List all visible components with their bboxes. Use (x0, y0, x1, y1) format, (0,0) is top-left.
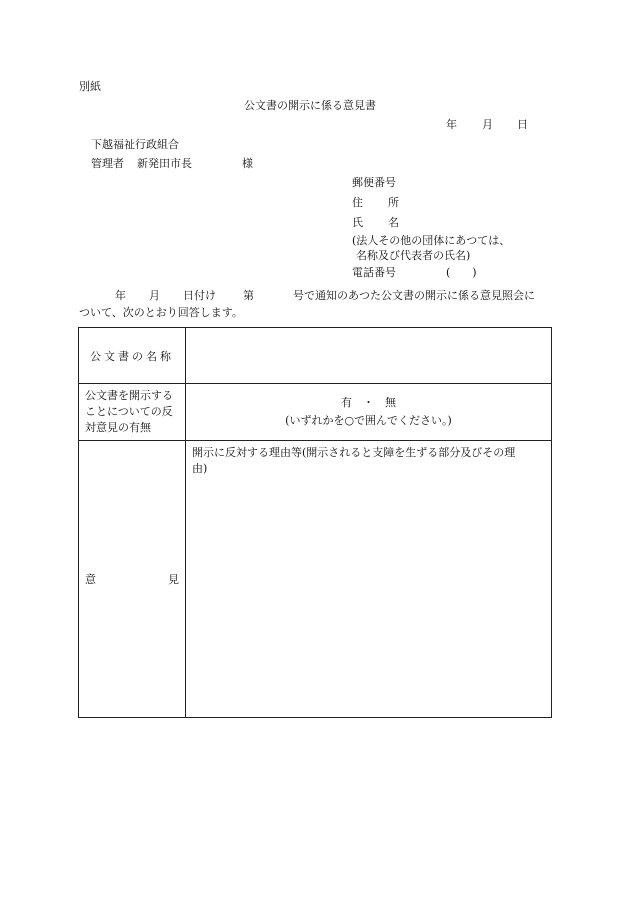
objection-label (79, 384, 186, 441)
document-name-field[interactable] (186, 328, 552, 384)
addressee-name: 新発田市長 (137, 157, 192, 170)
body-number-prefix: 第 (243, 289, 254, 302)
attachment-label: 別紙 (79, 80, 101, 93)
document-name-label: 公文書の名称 (79, 328, 186, 384)
sender-phone-paren: ( ) (446, 266, 477, 279)
sender-address-label-2: 所 (388, 196, 399, 209)
sender-postal-code-label: 郵便番号 (352, 176, 396, 189)
body-text-line-2: ついて、次のとおり回答します。 (79, 306, 243, 319)
objection-label-line-2: ことについての反 (85, 405, 173, 418)
opinion-label-char-1: 意 (85, 573, 96, 586)
opinion-label (79, 441, 186, 718)
objection-field[interactable] (186, 384, 552, 441)
opinion-field[interactable] (186, 441, 552, 718)
date-year: 年 (446, 118, 457, 131)
body-year: 年 (115, 289, 126, 302)
body-month: 月 (149, 289, 160, 302)
body-dated: 日付け (183, 289, 216, 302)
sender-phone-label: 電話番号 (352, 266, 396, 279)
objection-instruction: (いずれかを○で囲んでください。) (285, 414, 452, 427)
sender-name-label-2: 名 (388, 216, 399, 229)
opinion-table (78, 327, 552, 718)
opinion-instruction-line-1: 開示に反対する理由等(開示されると支障を生ずる部分及びその理 (192, 446, 516, 459)
addressee-organization: 下越福祉行政組合 (91, 138, 179, 151)
sender-name-label-1: 氏 (352, 216, 363, 229)
opinion-instruction-line-2: 由) (192, 462, 208, 475)
document-title: 公文書の開示に係る意見書 (244, 99, 376, 112)
addressee-role: 管理者 (91, 157, 124, 170)
table-row (79, 328, 552, 384)
sender-address-label-1: 住 (352, 196, 363, 209)
objection-label-line-3: 対意見の有無 (85, 421, 151, 434)
table-row (79, 384, 552, 441)
sender-corporate-note-1: (法人その他の団体にあつては、 (352, 234, 511, 247)
table-row (79, 441, 552, 718)
date-month: 月 (482, 118, 493, 131)
body-text-line-1: 号で通知のあつた公文書の開示に係る意見照会に (293, 289, 535, 302)
sender-corporate-note-2: 名称及び代表者の氏名) (356, 249, 471, 262)
objection-label-line-1: 公文書を開示する (85, 389, 173, 402)
opinion-label-char-2: 見 (168, 573, 179, 586)
objection-options: 有 ・ 無 (341, 396, 396, 409)
date-day: 日 (517, 118, 528, 131)
addressee-honorific: 様 (242, 157, 253, 170)
